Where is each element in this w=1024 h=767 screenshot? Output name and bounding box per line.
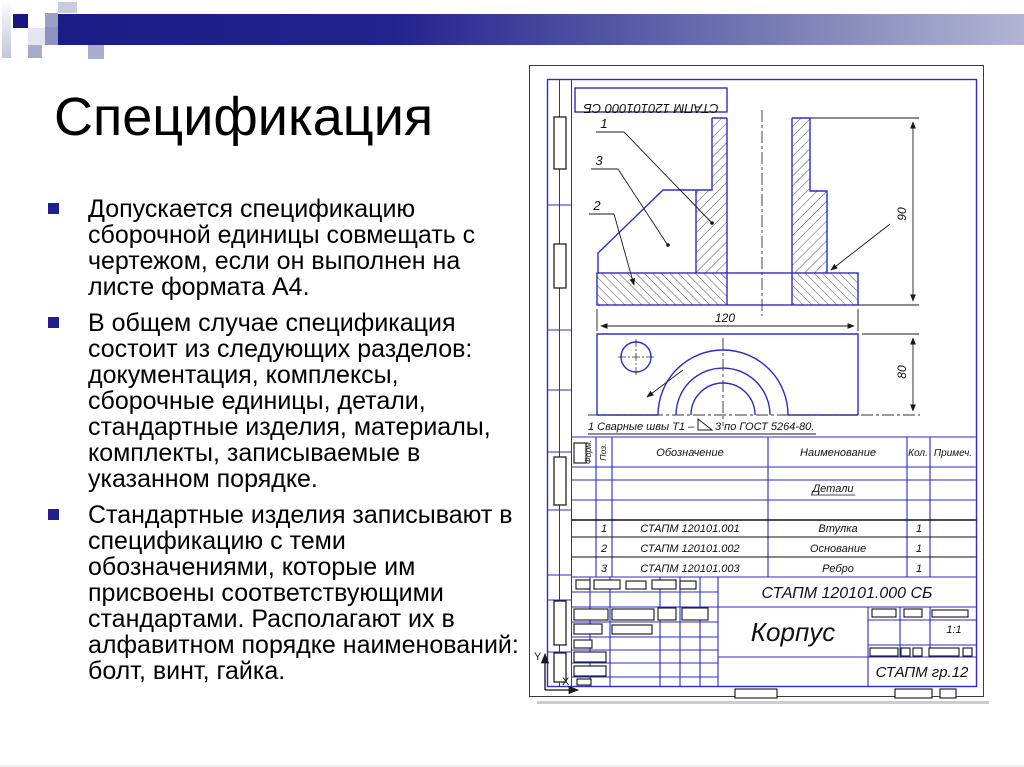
banner-square bbox=[45, 13, 58, 27]
callout-1: 1 bbox=[600, 116, 608, 131]
bullet-text: В общем случае спецификация состоит из следующих разделов: документация, комплексы, сборочные единицы, детали, стандартные изделия, материалы, комплекты, записываемые в указанном порядке. bbox=[88, 309, 491, 493]
titleblock-scale: 1:1 bbox=[946, 624, 962, 636]
callout-2: 2 bbox=[593, 198, 601, 213]
hatch-base-left bbox=[597, 273, 727, 305]
section-deti: Детали bbox=[812, 483, 854, 495]
banner-square bbox=[45, 27, 58, 45]
svg-text:1: 1 bbox=[600, 523, 608, 535]
col-pos: Поз. bbox=[598, 443, 608, 461]
axis-y-label: Y bbox=[534, 651, 542, 663]
bullet-item bbox=[46, 502, 524, 684]
top-stamp-text: СТАПМ 120101000 СБ bbox=[583, 101, 719, 116]
col-name: Наименование bbox=[800, 447, 876, 459]
bullet-list bbox=[46, 196, 524, 694]
svg-text:СТАПМ 120101.001: СТАПМ 120101.001 bbox=[640, 523, 740, 535]
svg-text:Ребро: Ребро bbox=[822, 563, 854, 575]
bullet-item bbox=[46, 196, 524, 300]
col-note: Примеч. bbox=[933, 448, 973, 459]
svg-text:Втулка: Втулка bbox=[818, 523, 858, 535]
bullet-square-icon bbox=[48, 509, 59, 520]
dim-120: 120 bbox=[714, 311, 736, 325]
bullet-item bbox=[46, 310, 524, 492]
svg-text:1: 1 bbox=[915, 523, 923, 535]
dim-90: 90 bbox=[895, 207, 909, 221]
bullet-text: Допускается спецификацию сборочной единицы совмещать с чертежом, если он выполнен на листе формата А4. bbox=[88, 195, 476, 301]
panel-shadow bbox=[537, 701, 989, 704]
axis-x-label: X bbox=[562, 676, 570, 688]
page-title: Спецификация bbox=[54, 87, 434, 147]
svg-text:1: 1 bbox=[915, 543, 923, 555]
titleblock-part-name: Корпус bbox=[750, 617, 836, 647]
bullet-text: Стандартные изделия записывают в спецификацию с теми обозначениями, которые им присвоены соответствующими стандартами. Располагают их в алфавитном порядке наименований: болт, винт, гайка. bbox=[88, 501, 519, 685]
svg-text:СТАПМ 120101.003: СТАПМ 120101.003 bbox=[640, 563, 740, 575]
banner-left-strip bbox=[2, 0, 11, 58]
svg-text:3: 3 bbox=[600, 563, 608, 575]
banner-square bbox=[28, 28, 45, 45]
titleblock-designation: СТАПМ 120101.000 СБ bbox=[761, 585, 933, 602]
banner-square-navy bbox=[13, 14, 28, 28]
weld-note-suffix: 3 по ГОСТ 5264-80. bbox=[715, 421, 815, 433]
banner-square bbox=[28, 45, 42, 58]
bullet-square-icon bbox=[48, 317, 59, 328]
banner-square bbox=[58, 2, 77, 13]
col-qty: Кол. bbox=[908, 448, 928, 459]
banner-square bbox=[88, 45, 104, 59]
weld-note-prefix: 1 Сварные швы Т1 – bbox=[588, 421, 695, 433]
svg-text:СТАПМ 120101.002: СТАПМ 120101.002 bbox=[640, 543, 740, 555]
col-designation: Обозначение bbox=[656, 447, 724, 459]
callout-3: 3 bbox=[595, 153, 603, 168]
col-form: Форм. bbox=[583, 439, 593, 465]
dim-80: 80 bbox=[895, 365, 909, 379]
assembly-drawing-panel bbox=[528, 64, 986, 699]
banner-gradient-bar bbox=[58, 14, 1024, 45]
titleblock-group: СТАПМ гр.12 bbox=[875, 664, 969, 681]
bullet-square-icon bbox=[48, 203, 59, 214]
svg-text:Основание: Основание bbox=[809, 543, 867, 555]
svg-text:2: 2 bbox=[600, 543, 608, 555]
svg-text:1: 1 bbox=[915, 563, 923, 575]
hatch-base-right bbox=[792, 273, 858, 305]
